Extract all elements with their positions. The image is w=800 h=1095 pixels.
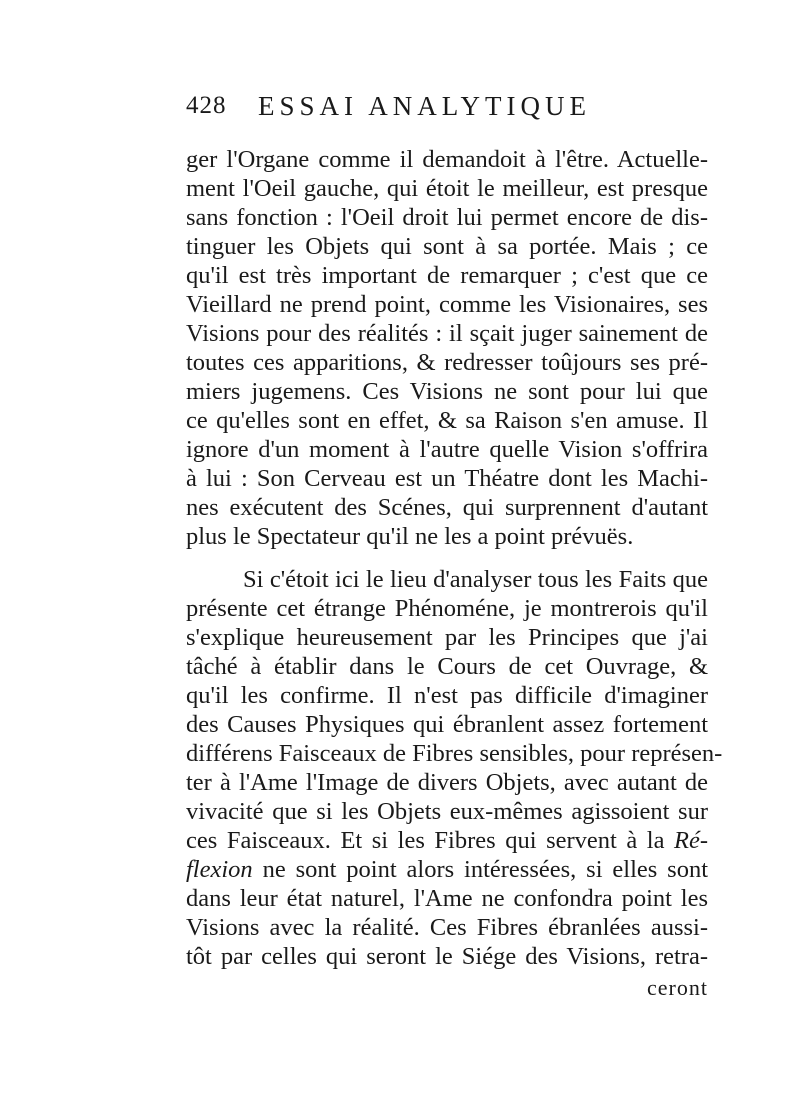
text-line: qu'il les confirme. Il n'est pas difficile d'imaginer [186, 682, 708, 709]
text-line: tinguer les Objets qui sont à sa portée. Mais ; ce [186, 233, 708, 260]
italic-word: flexion [186, 856, 253, 883]
page-number: 428 [186, 92, 227, 119]
text-line: ter à l'Ame l'Image de divers Objets, avec autant de [186, 769, 708, 796]
italic-word: Ré- [674, 827, 709, 854]
text-line: ce qu'elles sont en effet, & sa Raison s'en amuse. Il [186, 407, 708, 434]
text-line: Visions pour des réalités : il sçait juger sainement de [186, 320, 708, 347]
text-segment: ces Faisceaux. Et si les Fibres qui servent à la [186, 827, 665, 854]
catchword: ceront [647, 975, 708, 1000]
text-line: sans fonction : l'Oeil droit lui permet encore de dis- [186, 204, 708, 231]
text-line: miers jugemens. Ces Visions ne sont pour lui que [186, 378, 708, 405]
text-line: tôt par celles qui seront le Siége des Visions, retra- [186, 943, 708, 970]
text-line: à lui : Son Cerveau est un Théatre dont les Machi- [186, 465, 708, 492]
text-line: ignore d'un moment à l'autre quelle Vision s'offrira [186, 436, 708, 463]
text-line: vivacité que si les Objets eux-mêmes agissoient sur [186, 798, 708, 825]
text-line: plus le Spectateur qu'il ne les a point prévuës. [186, 523, 634, 550]
running-head: ESSAI ANALYTIQUE [258, 91, 592, 121]
text-segment: ne sont point alors intéressées, si elles sont [262, 856, 709, 883]
text-line: ger l'Organe comme il demandoit à l'être. Actuelle- [186, 146, 708, 173]
text-line: tâché à établir dans le Cours de cet Ouvrage, & [186, 653, 708, 680]
text-line: différens Faisceaux de Fibres sensibles, pour représen- [186, 740, 723, 767]
text-line: des Causes Physiques qui ébranlent assez fortement [186, 711, 708, 738]
text-line: Visions avec la réalité. Ces Fibres ébranlées aussi- [186, 914, 708, 941]
text-line: dans leur état naturel, l'Ame ne confondra point les [186, 885, 708, 912]
text-line: Si c'étoit ici le lieu d'analyser tous les Faits que [243, 566, 708, 593]
text-line: Vieillard ne prend point, comme les Visionaires, ses [186, 291, 708, 318]
text-line: s'explique heureusement par les Principes que j'ai [186, 624, 708, 651]
text-line: présente cet étrange Phénoméne, je montrerois qu'il [186, 595, 708, 622]
text-line [186, 826, 708, 856]
text-line: toutes ces apparitions, & redresser toûjours ses pré- [186, 349, 708, 376]
text-line: qu'il est très important de remarquer ; c'est que ce [186, 262, 708, 289]
text-line [186, 855, 708, 885]
text-line: nes exécutent des Scénes, qui surprennent d'autant [186, 494, 708, 521]
text-line: ment l'Oeil gauche, qui étoit le meilleur, est presque [186, 175, 708, 202]
